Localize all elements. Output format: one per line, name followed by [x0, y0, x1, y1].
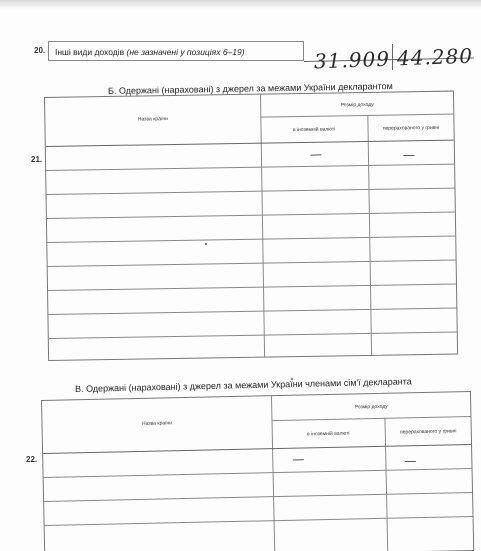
table-b: [44, 91, 458, 361]
table-v-row-line: [44, 468, 472, 478]
table-b-row-line: [48, 260, 456, 267]
row-20-value-1: 31.909: [313, 46, 391, 74]
table-b-col-foreign: в іноземній валюті: [292, 126, 336, 134]
table-v-col-divider-2: [384, 418, 388, 551]
row-20-label-box: [48, 41, 304, 61]
table-v-col-foreign: в іноземній валюті: [306, 430, 350, 438]
table-b-row-line: [47, 236, 455, 243]
row-20-value-2: 44.280: [396, 43, 474, 71]
table-v-row1-uah: —: [404, 455, 416, 468]
table-b-header-bottom: [46, 140, 454, 147]
table-v-col-country: Назва країни: [141, 420, 173, 427]
table-b-row-line: [48, 284, 456, 291]
table-b-row1-uah: —: [403, 149, 415, 162]
table-b-row-line: [47, 188, 455, 195]
table-b-col-uah: перерахованого у гривні: [382, 124, 440, 132]
table-b-col-divider-2: [367, 115, 372, 355]
table-b-row-line: [48, 308, 456, 315]
table-b-col-country: Назва країни: [137, 116, 168, 123]
table-v-row-line: [45, 516, 473, 526]
table-v-col-income: Розмір доходу: [354, 403, 388, 411]
row-20-label-note: (не зазначені у позиціях 6–19): [126, 47, 245, 57]
table-b-row-line: [46, 164, 454, 171]
table-b-header-subline: [260, 114, 454, 118]
row-20-number: 20.: [34, 46, 46, 55]
table-b-col-divider-1: [260, 95, 265, 357]
section-b-title: Б. Одержані (нараховані) з джерел за межами України декларантом: [107, 81, 393, 96]
scan-edge-shadow: [0, 0, 481, 9]
table-v-header-subline: [271, 416, 471, 421]
table-v-col-uah: перерахованого у гривні: [399, 428, 457, 436]
scan-speck: [205, 243, 207, 245]
table-v-row1-foreign: —: [292, 453, 304, 466]
row-21-number: 21.: [31, 155, 43, 164]
table-b-col-income: Розмір доходу: [340, 101, 374, 109]
row-20-divider: [392, 44, 393, 70]
table-v-header-bottom: [43, 444, 471, 454]
section-v-title: В. Одержані (нараховані) з джерел за межами України членами сім'ї декларанта: [74, 376, 412, 394]
table-b-row-line: [47, 212, 455, 219]
table-b-row1-foreign: —: [310, 148, 322, 161]
row-20-label: Інші види доходів: [55, 47, 127, 57]
row-22-number: 22.: [26, 455, 38, 464]
table-b-row-line: [49, 332, 457, 339]
table-v: [41, 391, 474, 551]
table-v-row-line: [44, 492, 472, 502]
